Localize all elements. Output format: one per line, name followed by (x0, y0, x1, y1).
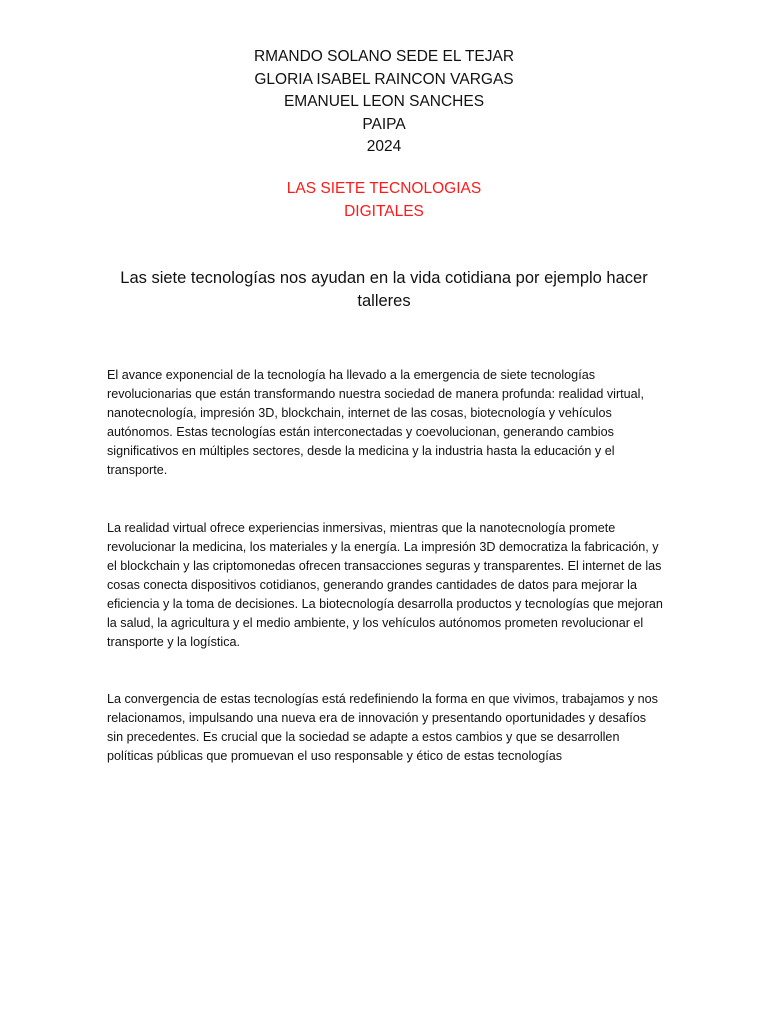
header-line-city: PAIPA (362, 115, 406, 133)
document-title-line-2: DIGITALES (344, 202, 424, 220)
header-line-year: 2024 (366, 138, 402, 155)
body-paragraph-conclusion: La convergencia de estas tecnologías está redefiniendo la forma en que vivimos, trabajamos y nos relacionamos, impulsando una nueva era de innovación y presentando oportunidades y desafíos sin precedentes. Es crucial que la sociedad se adapte a estos cambios y que se desarrollen políticas públicas que promuevan el uso responsable y ético de estas tecnologías (107, 691, 658, 763)
body-paragraph-intro: El avance exponencial de la tecnología ha llevado a la emergencia de siete tecnologías revolucionarias que están transformando nuestra sociedad de manera profunda: realidad virtual, nanotecnología, impresión 3D, blockchain, internet de las cosas, biotecnología y vehículos autónomos. Estas tecnologías están interconectadas y coevolucionan, generando cambios significativos en múltiples sectores, desde la medicina y la industria hasta la educación y el transporte. (107, 367, 644, 477)
header-line-school: RMANDO SOLANO SEDE EL TEJAR (253, 48, 515, 65)
body-paragraph-details: La realidad virtual ofrece experiencias inmersivas, mientras que la nanotecnología promete revolucionar la medicina, los materiales y la energía. La impresión 3D democratiza la fabricación, y el blockchain y las criptomonedas ofrecen transacciones seguras y transparentes. El internet de las cosas conecta dispositivos cotidianos, generando grandes cantidades de datos para mejorar la eficiencia y la toma de decisiones. La biotecnología desarrolla productos y tecnologías que mejoran la salud, la agricultura y el medio ambiente, y los vehículos autónomos prometen revolucionar el transporte y la logística. (107, 520, 663, 649)
header-line-author-1: GLORIA ISABEL RAINCON VARGAS (254, 70, 514, 88)
header-line-author-2: EMANUEL LEON SANCHES (283, 93, 485, 110)
document-subtitle: Las siete tecnologías nos ayudan en la vida cotidiana por ejemplo hacer talleres (120, 269, 648, 310)
document-title-line-1: LAS SIETE TECNOLOGIAS (286, 180, 482, 197)
document-title (0, 178, 768, 223)
author-header (0, 46, 768, 159)
